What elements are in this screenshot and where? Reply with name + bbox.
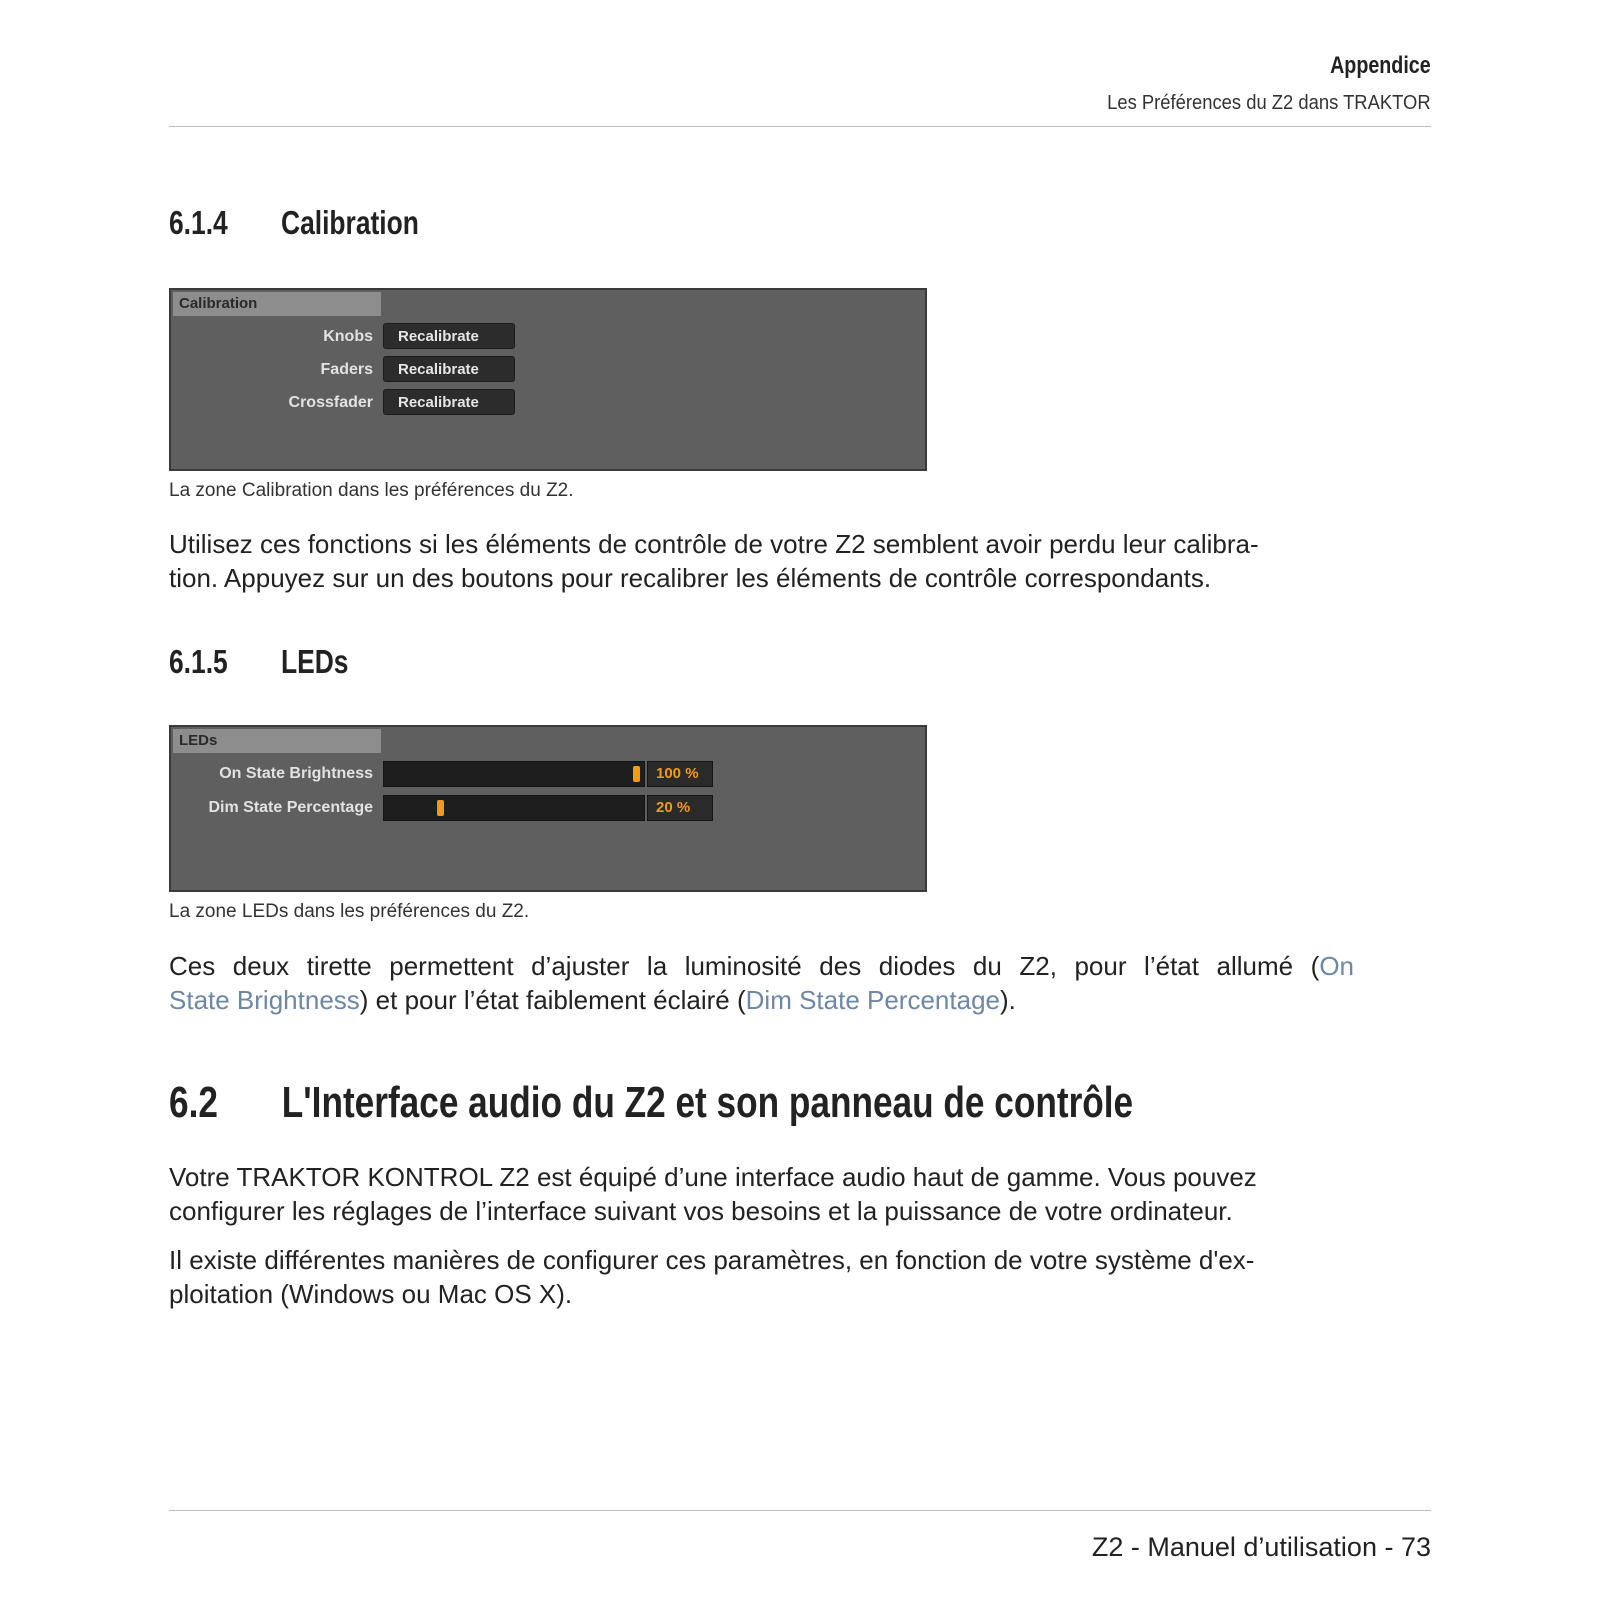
text-run: ) et pour l’état faiblement éclairé ( bbox=[359, 985, 746, 1015]
footer-divider bbox=[169, 1510, 1431, 1511]
row-label-on-state-brightness: On State Brightness bbox=[219, 765, 373, 782]
section-number: 6.2 bbox=[169, 1078, 218, 1127]
paragraph-line: Il existe différentes manières de configurer ces paramètres, en fonction de votre système d'ex- bbox=[169, 1245, 1255, 1275]
parameter-link: On bbox=[1319, 951, 1354, 981]
paragraph-audio-2 bbox=[169, 1243, 1354, 1311]
dim-state-percentage-slider[interactable] bbox=[383, 795, 645, 821]
page-footer: Z2 - Manuel d’utilisation - 73 bbox=[1091, 1532, 1431, 1562]
parameter-link: State Brightness bbox=[169, 985, 360, 1015]
row-label-knobs: Knobs bbox=[323, 328, 373, 345]
slider-thumb[interactable] bbox=[633, 766, 640, 782]
on-state-brightness-slider[interactable] bbox=[383, 761, 645, 787]
calibration-panel-screenshot bbox=[169, 288, 927, 471]
paragraph-audio-1 bbox=[169, 1160, 1354, 1228]
text-run: ). bbox=[1000, 985, 1016, 1015]
paragraph-leds bbox=[169, 949, 1354, 1017]
slider-thumb[interactable] bbox=[437, 800, 444, 816]
figure-caption-leds: La zone LEDs dans les préférences du Z2. bbox=[169, 901, 530, 922]
paragraph-line bbox=[169, 983, 1354, 1017]
panel-tab-label: Calibration bbox=[173, 292, 381, 316]
on-state-brightness-value[interactable]: 100 % bbox=[647, 761, 713, 787]
leds-panel-screenshot bbox=[169, 725, 927, 892]
section-title: Calibration bbox=[281, 204, 419, 241]
figure-caption-calibration: La zone Calibration dans les préférences du Z2. bbox=[169, 480, 574, 501]
row-label-dim-state-percentage: Dim State Percentage bbox=[208, 799, 373, 816]
section-number: 6.1.5 bbox=[169, 643, 228, 680]
section-heading-calibration bbox=[169, 204, 419, 242]
panel-tab-label: LEDs bbox=[173, 729, 381, 753]
recalibrate-faders-button[interactable]: Recalibrate bbox=[383, 356, 515, 382]
text-run: Ces deux tirette permettent d’ajuster la luminosité des diodes du Z2, pour l’état allumé ( bbox=[169, 951, 1320, 981]
section-heading-audio-interface bbox=[169, 1078, 1133, 1128]
paragraph-line: configurer les réglages de l’interface suivant vos besoins et la puissance de votre ordinateur. bbox=[169, 1196, 1233, 1226]
header-divider bbox=[169, 126, 1431, 127]
paragraph-line: ploitation (Windows ou Mac OS X). bbox=[169, 1279, 573, 1309]
paragraph-calibration bbox=[169, 527, 1354, 595]
dim-state-percentage-value[interactable]: 20 % bbox=[647, 795, 713, 821]
paragraph-line: Votre TRAKTOR KONTROL Z2 est équipé d’une interface audio haut de gamme. Vous pouvez bbox=[169, 1162, 1257, 1192]
recalibrate-crossfader-button[interactable]: Recalibrate bbox=[383, 389, 515, 415]
row-label-crossfader: Crossfader bbox=[288, 394, 373, 411]
paragraph-line bbox=[169, 949, 1354, 983]
section-heading-leds bbox=[169, 643, 348, 681]
running-header-subtitle: Les Préférences du Z2 dans TRAKTOR bbox=[1107, 92, 1431, 114]
paragraph-line: Utilisez ces fonctions si les éléments de contrôle de votre Z2 semblent avoir perdu leur calibra- bbox=[169, 529, 1259, 559]
recalibrate-knobs-button[interactable]: Recalibrate bbox=[383, 323, 515, 349]
paragraph-line: tion. Appuyez sur un des boutons pour recalibrer les éléments de contrôle correspondants. bbox=[169, 563, 1212, 593]
parameter-link: Dim State Percentage bbox=[745, 985, 1000, 1015]
running-header-title: Appendice bbox=[1330, 52, 1431, 79]
section-number: 6.1.4 bbox=[169, 204, 228, 241]
row-label-faders: Faders bbox=[320, 361, 373, 378]
section-title: LEDs bbox=[281, 643, 349, 680]
section-title: L'Interface audio du Z2 et son panneau de contrôle bbox=[281, 1078, 1134, 1127]
